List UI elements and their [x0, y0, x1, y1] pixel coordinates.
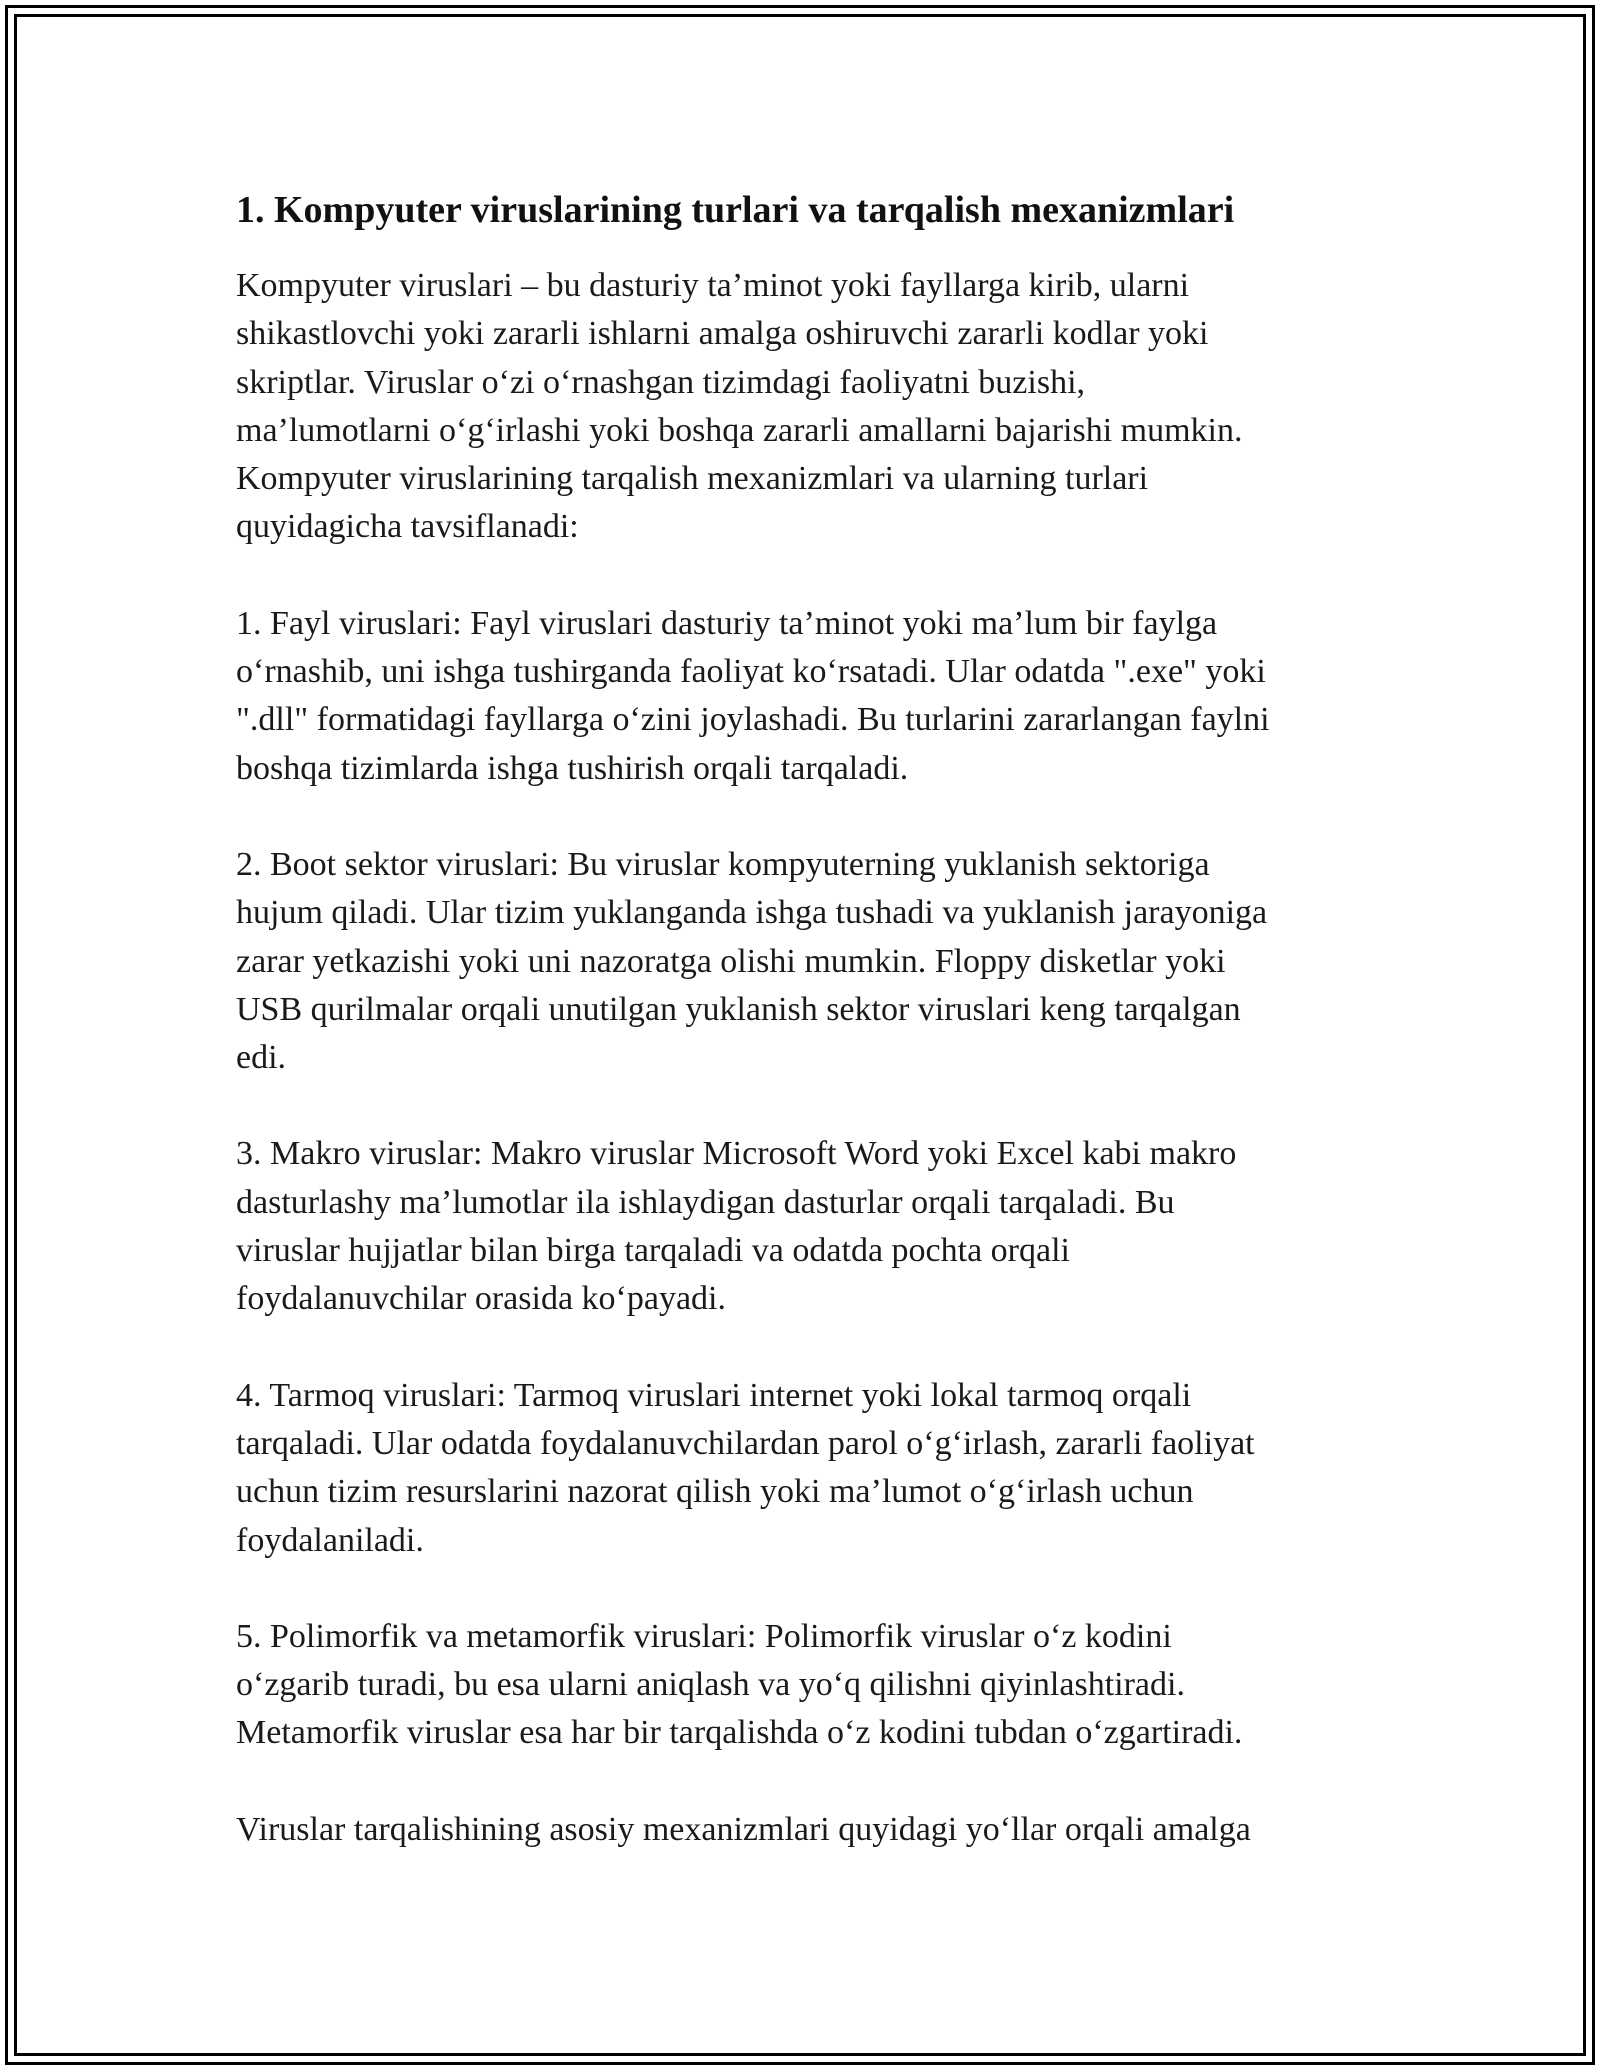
- boot-sector-viruses-paragraph: 2. Boot sektor viruslari: Bu viruslar kompyuterning yuklanish sektoriga hujum qiladi. Ular tizim yuklanganda ishga tushadi va yuklanish jarayoniga zarar yetkazishi yoki uni nazoratga olishi mumkin. Floppy disketlar yoki USB qurilmalar orqali unutilgan yuklanish sektor viruslari keng tarqalgan edi.: [236, 845, 1268, 1077]
- document-body: [236, 186, 1356, 1902]
- section-title: 1. Kompyuter viruslarining turlari va tarqalish mexanizmlari: [236, 189, 1235, 231]
- network-viruses-paragraph: 4. Tarmoq viruslari: Tarmoq viruslari internet yoki lokal tarmoq orqali tarqaladi. Ular odatda foydalanuvchilardan parol o‘g‘irlash, zararli faoliyat uchun tizim resurslarini nazorat qilish yoki ma’lumot o‘g‘irlash uchun foydalaniladi.: [236, 1376, 1255, 1559]
- file-viruses-paragraph: 1. Fayl viruslari: Fayl viruslari dasturiy ta’minot yoki ma’lum bir faylga o‘rnashib, uni ishga tushirganda faoliyat ko‘rsatadi. Ular odatda ".exe" yoki ".dll" formatidagi fayllarga o‘zini joylashadi. Bu turlarini zararlangan faylni boshqa tizimlarda ishga tushirish orqali tarqaladi.: [236, 604, 1270, 787]
- spread-mechanisms-paragraph: Viruslar tarqalishining asosiy mexanizmlari quyidagi yo‘llar orqali amalga: [236, 1810, 1251, 1848]
- intro-paragraph: Kompyuter viruslari – bu dasturiy ta’minot yoki fayllarga kirib, ularni shikastlovchi yoki zararli ishlarni amalga oshiruvchi zararli kodlar yoki skriptlar. Viruslar o‘zi o‘rnashgan tizimdagi faoliyatni buzishi, ma’lumotlarni o‘g‘irlashi yoki boshqa zararli amallarni bajarishi mumkin. Kompyuter viruslarining tarqalish mexanizmlari va ularning turlari quyidagicha tavsiflanadi:: [236, 267, 1243, 546]
- macro-viruses-paragraph: 3. Makro viruslar: Makro viruslar Microsoft Word yoki Excel kabi makro dasturlashy ma’lumotlar ila ishlaydigan dasturlar orqali tarqaladi. Bu viruslar hujjatlar bilan birga tarqaladi va odatda pochta orqali foydalanuvchilar orasida ko‘payadi.: [236, 1135, 1237, 1318]
- polymorphic-viruses-paragraph: 5. Polimorfik va metamorfik viruslari: Polimorfik viruslar o‘z kodini o‘zgarib turadi, bu esa ularni aniqlash va yo‘q qilishni qiyinlashtiradi. Metamorfik viruslar esa har bir tarqalishda o‘z kodini tubdan o‘zgartiradi.: [236, 1617, 1243, 1752]
